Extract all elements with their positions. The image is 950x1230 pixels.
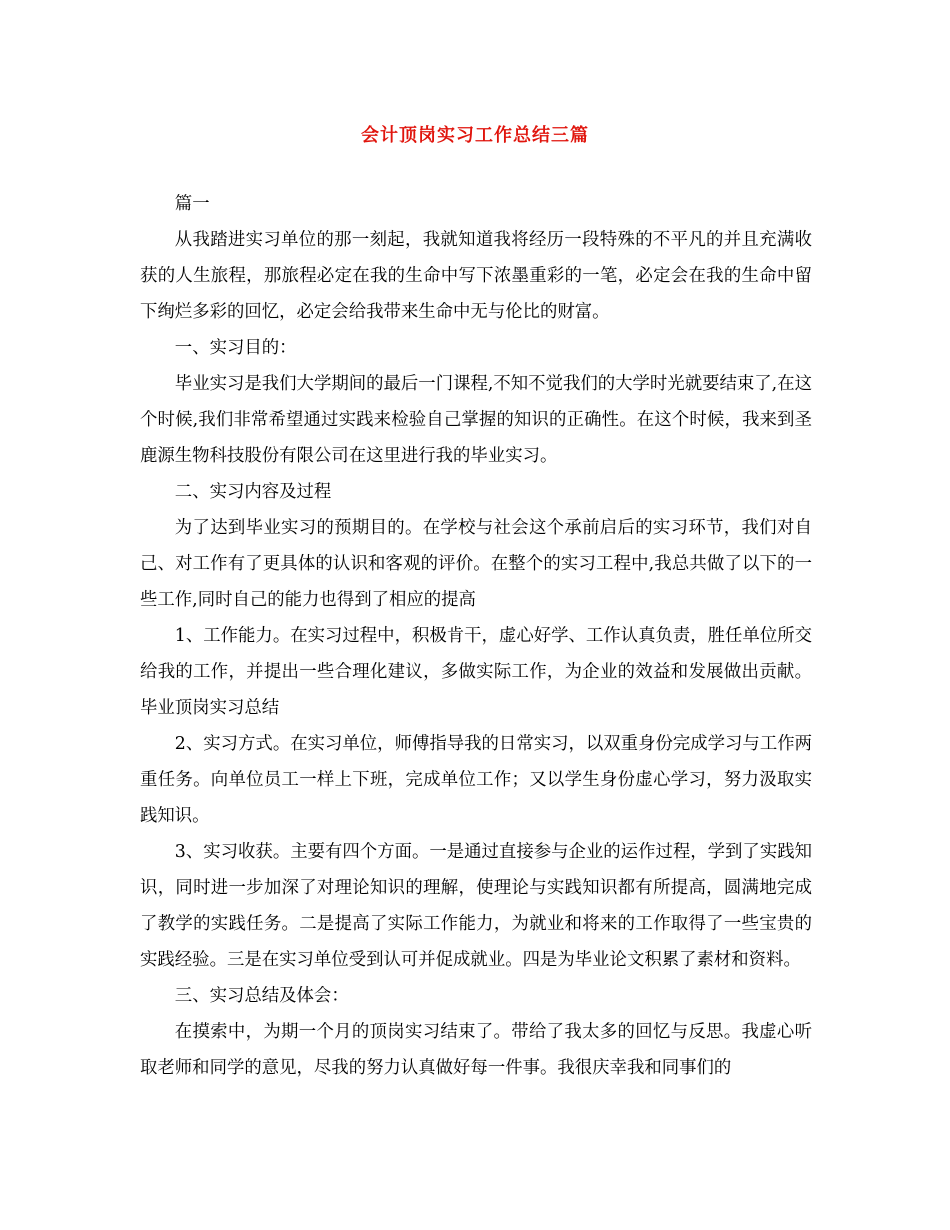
document-body bbox=[140, 186, 812, 1086]
paragraph-item-1: 1、工作能力。在实习过程中，积极肯干，虚心好学、工作认真负责，胜任单位所交给我的工作，并提出一些合理化建议，多做实际工作，为企业的效益和发展做出贡献。毕业顶岗实习总结 bbox=[140, 626, 812, 718]
paragraph-item-3: 3、实习收获。主要有四个方面。一是通过直接参与企业的运作过程，学到了实践知识，同时进一步加深了对理论知识的理解，使理论与实践知识都有所提高，圆满地完成了教学的实践任务。二是提高了实际工作能力，为就业和将来的工作取得了一些宝贵的实践经验。三是在实习单位受到认可并促成就业。四是为毕业论文积累了素材和资料。 bbox=[140, 842, 812, 970]
section-heading-purpose: 一、实习目的： bbox=[174, 338, 297, 358]
document-title: 会计顶岗实习工作总结三篇 bbox=[361, 125, 589, 146]
paragraph-purpose: 毕业实习是我们大学期间的最后一门课程,不知不觉我们的大学时光就要结束了,在这个时候,我们非常希望通过实践来检验自己掌握的知识的正确性。在这个时候，我来到圣鹿源生物科技股份有限公司在这里进行我的毕业实习。 bbox=[140, 374, 812, 466]
paragraph-intro: 从我踏进实习单位的那一刻起，我就知道我将经历一段特殊的不平凡的并且充满收获的人生旅程，那旅程必定在我的生命中写下浓墨重彩的一笔，必定会在我的生命中留下绚烂多彩的回忆，必定会给我带来生命中无与伦比的财富。 bbox=[140, 230, 812, 322]
section-heading-content: 二、实习内容及过程 bbox=[174, 482, 332, 502]
paragraph-content: 为了达到毕业实习的预期目的。在学校与社会这个承前启后的实习环节，我们对自己、对工作有了更具体的认识和客观的评价。在整个的实习工程中,我总共做了以下的一些工作,同时自己的能力也得到了相应的提高 bbox=[140, 518, 812, 610]
paragraph-summary: 在摸索中，为期一个月的顶岗实习结束了。带给了我太多的回忆与反思。我虚心听取老师和同学的意见，尽我的努力认真做好每一件事。我很庆幸我和同事们的 bbox=[140, 1022, 812, 1078]
paragraph-item-2: 2、实习方式。在实习单位，师傅指导我的日常实习，以双重身份完成学习与工作两重任务。向单位员工一样上下班，完成单位工作；又以学生身份虚心学习，努力汲取实践知识。 bbox=[140, 734, 812, 826]
section-heading-summary: 三、实习总结及体会： bbox=[174, 986, 349, 1006]
section-heading-part-one: 篇一 bbox=[174, 194, 210, 214]
